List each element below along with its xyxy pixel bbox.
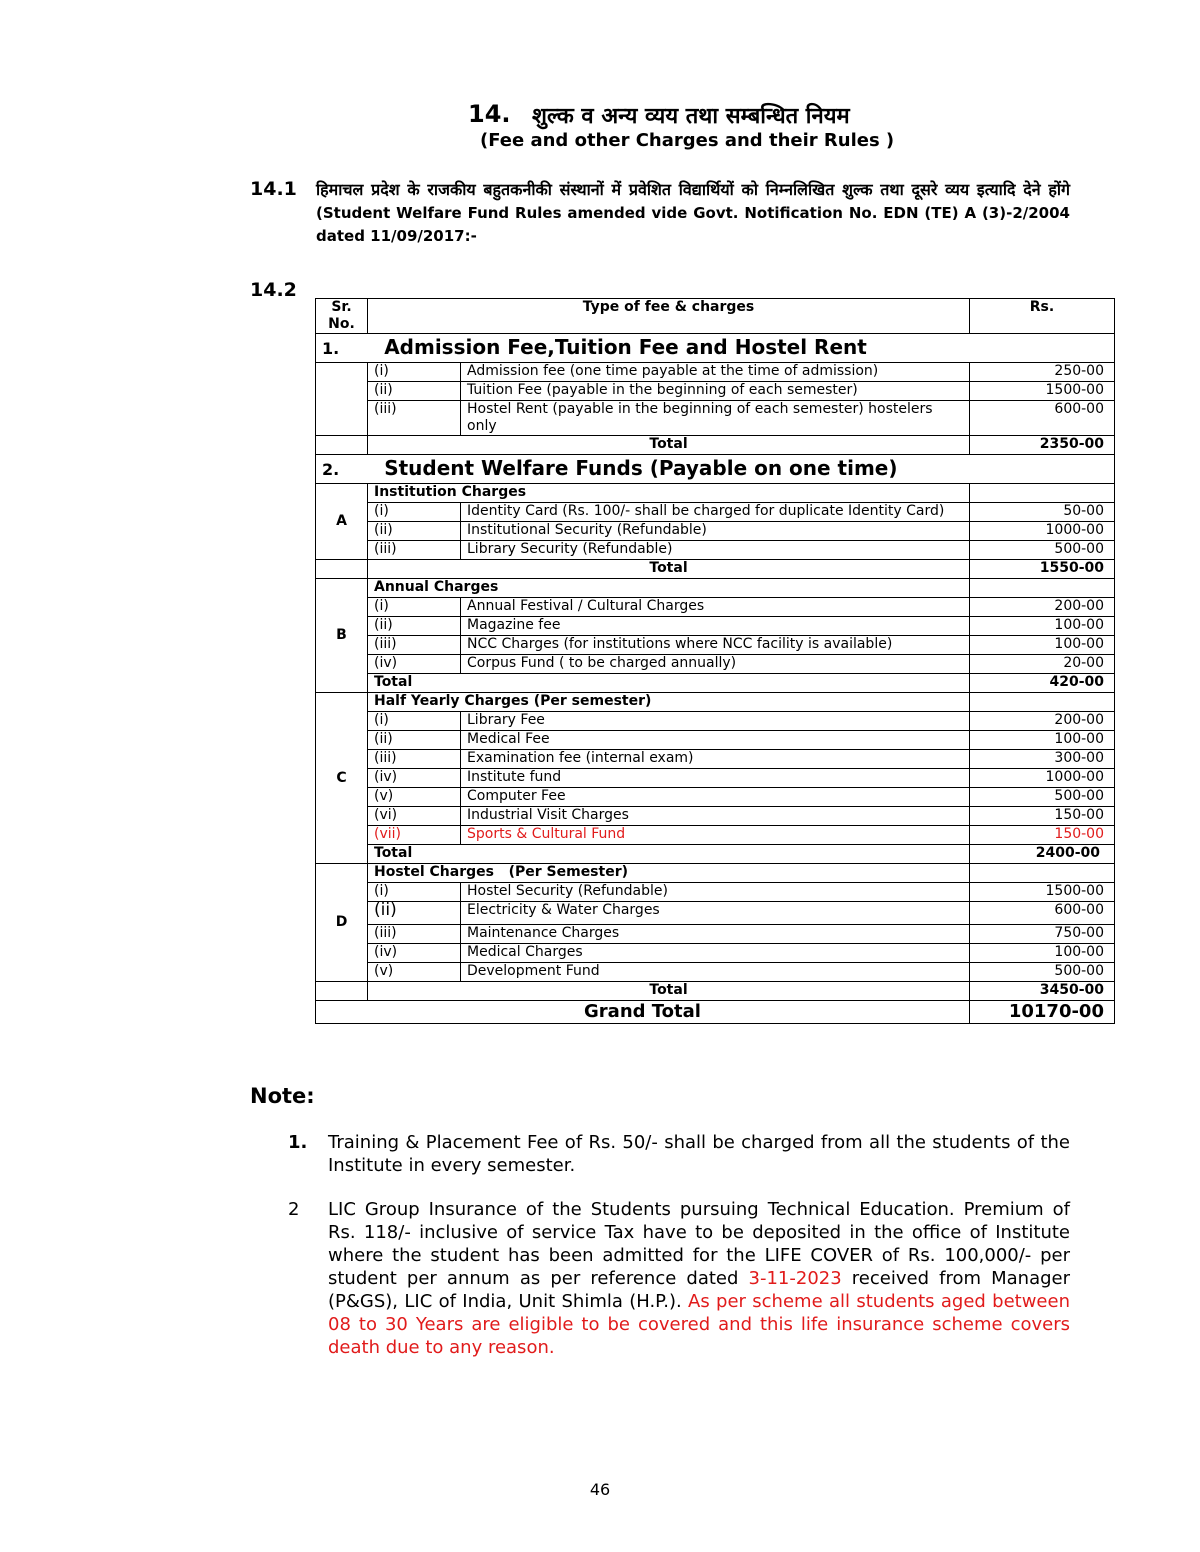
table-row [316,363,1115,382]
row-description: Identity Card (Rs. 100/- shall be charged for duplicate Identity Card) [461,503,970,522]
row-description: NCC Charges (for institutions where NCC facility is available) [461,636,970,655]
table-row [316,522,1115,541]
note-1-number: 1. [288,1132,308,1153]
group-b-heading: Annual Charges [368,579,970,598]
row-description: Medical Charges [461,944,970,963]
row-index: (iv) [368,769,461,788]
row-description: Admission fee (one time payable at the time of admission) [461,363,970,382]
row-amount: 750-00 [970,925,1115,944]
row-amount: 600-00 [970,902,1115,925]
table-row [316,731,1115,750]
table-row [316,401,1115,436]
header-rs: Rs. [970,299,1115,334]
header-sr-no: Sr. No. [316,299,368,334]
section-1-total-row [316,436,1115,455]
table-row [316,807,1115,826]
row-index: (iv) [368,944,461,963]
row-amount: 250-00 [970,363,1115,382]
table-row [316,750,1115,769]
total-amount: 2350-00 [970,436,1115,455]
row-amount: 1500-00 [970,382,1115,401]
note-2-date: 3-11-2023 [748,1268,842,1289]
section-2-number: 2. [322,460,340,479]
group-a-label: A [316,484,368,560]
total-label: Total [368,560,970,579]
fee-table [315,298,1115,1024]
group-c-total-row [316,845,1115,864]
table-row [316,617,1115,636]
row-description: Maintenance Charges [461,925,970,944]
group-c-label: C [316,693,368,864]
row-description: Examination fee (internal exam) [461,750,970,769]
table-row [316,902,1115,925]
row-description: Industrial Visit Charges [461,807,970,826]
total-label: Total [368,982,970,1001]
grand-total-amount: 10170-00 [970,1001,1115,1024]
row-amount: 100-00 [970,944,1115,963]
note-2-text-a: LIC Group Insurance of the Students pursuing Technical Education. Premium of Rs. 118/- inclusive of service Tax have to be deposited in the office of Institute where the student has been admitted for the LIFE COVER of Rs. 100,000/- per student per annum as per reference dated [328,1199,1070,1289]
row-index: (i) [368,883,461,902]
row-amount: 200-00 [970,712,1115,731]
row-index: (ii) [368,731,461,750]
row-index: (iii) [368,925,461,944]
grand-total-label: Grand Total [316,1001,970,1024]
group-d-heading-row [316,864,1115,883]
row-amount: 500-00 [970,788,1115,807]
table-row [316,944,1115,963]
grand-total-row [316,1001,1115,1024]
row-description: Medical Fee [461,731,970,750]
group-c-heading-row [316,693,1115,712]
row-description: Development Fund [461,963,970,982]
heading-number: 14. [468,100,511,128]
row-index: (i) [368,363,461,382]
section-14-1-hindi: हिमाचल प्रदेश के राजकीय बहुतकनीकी संस्थानों में प्रवेशित विद्यार्थियों को निम्नलिखित शुल्क तथा दूसरे व्यय इत्यादि देने होंगे [316,180,1070,199]
total-label: Total [368,436,970,455]
row-amount: 1500-00 [970,883,1115,902]
row-description: Library Security (Refundable) [461,541,970,560]
row-index: (ii) [368,902,461,925]
row-index: (i) [368,712,461,731]
group-d-heading: Hostel Charges (Per Semester) [368,864,970,883]
row-amount: 1000-00 [970,769,1115,788]
group-b-label: B [316,579,368,693]
group-a-total-row [316,560,1115,579]
total-amount: 1550-00 [970,560,1115,579]
table-row [316,636,1115,655]
row-amount: 500-00 [970,541,1115,560]
row-index: (ii) [368,522,461,541]
note-2-text [328,1198,1070,1359]
row-index: (ii) [368,382,461,401]
group-a-heading: Institution Charges [368,484,970,503]
row-amount: 100-00 [970,617,1115,636]
table-row [316,541,1115,560]
table-row [316,382,1115,401]
group-d-total-row [316,982,1115,1001]
table-row [316,788,1115,807]
row-description: Computer Fee [461,788,970,807]
section-1-number: 1. [322,339,340,358]
row-index: (v) [368,963,461,982]
header-type: Type of fee & charges [368,299,970,334]
group-d-label: D [316,864,368,982]
note-2-number: 2 [288,1199,300,1220]
note-2-text-red: As per scheme all students aged between 08 to 30 Years are eligible to be covered and this life insurance scheme covers death due to any reason. [328,1291,1070,1358]
total-amount: 2400-00 [970,845,1115,864]
table-row [316,655,1115,674]
row-description: Library Fee [461,712,970,731]
section-1-title-row [316,334,1115,363]
note-2 [288,1198,1070,1359]
page-number: 46 [589,1480,611,1499]
row-index: (iv) [368,655,461,674]
row-amount: 100-00 [970,731,1115,750]
table-row [316,712,1115,731]
row-description: Annual Festival / Cultural Charges [461,598,970,617]
notes-heading: Note: [250,1084,315,1108]
row-description: Electricity & Water Charges [461,902,970,925]
note-2-text-b: received from Manager (P&GS), LIC of India, Unit Shimla (H.P.). [328,1268,1071,1312]
table-header-row [316,299,1115,334]
section-2-title-row [316,455,1115,484]
row-description: Institutional Security (Refundable) [461,522,970,541]
table-row [316,769,1115,788]
table-row [316,883,1115,902]
section-14-1-english: (Student Welfare Fund Rules amended vide Govt. Notification No. EDN (TE) A (3)-2/2004 dated 11/09/2017:- [316,204,1070,245]
row-amount: 200-00 [970,598,1115,617]
note-1-text: Training & Placement Fee of Rs. 50/- shall be charged from all the students of the Institute in every semester. [328,1132,1070,1176]
group-c-heading: Half Yearly Charges (Per semester) [368,693,970,712]
row-index: (vi) [368,807,461,826]
row-amount: 150-00 [970,807,1115,826]
row-description: Hostel Security (Refundable) [461,883,970,902]
table-row-highlighted [316,826,1115,845]
row-index: (v) [368,788,461,807]
row-amount: 600-00 [970,401,1115,436]
row-index: (iii) [368,401,461,436]
total-label: Total [368,674,970,693]
row-index: (iii) [368,750,461,769]
row-index: (vii) [368,826,461,845]
row-index: (iii) [368,636,461,655]
row-description: Institute fund [461,769,970,788]
row-amount: 100-00 [970,636,1115,655]
table-row [316,925,1115,944]
table-row [316,503,1115,522]
row-description: Corpus Fund ( to be charged annually) [461,655,970,674]
heading-hindi: शुल्क व अन्य व्यय तथा सम्बन्धित नियम [532,104,850,129]
row-index: (i) [368,598,461,617]
row-description: Tuition Fee (payable in the beginning of each semester) [461,382,970,401]
heading-english: (Fee and other Charges and their Rules ) [480,130,895,151]
row-index: (iii) [368,541,461,560]
group-b-heading-row [316,579,1115,598]
row-amount: 20-00 [970,655,1115,674]
row-description: Sports & Cultural Fund [461,826,970,845]
group-b-total-row [316,674,1115,693]
row-index: (ii) [368,617,461,636]
total-amount: 420-00 [970,674,1115,693]
row-amount: 50-00 [970,503,1115,522]
row-description: Magazine fee [461,617,970,636]
total-amount: 3450-00 [970,982,1115,1001]
row-amount: 500-00 [970,963,1115,982]
note-1 [288,1131,1070,1177]
group-a-heading-row [316,484,1115,503]
table-row [316,598,1115,617]
section-14-1-text [316,178,1070,248]
section-14-1-number: 14.1 [250,178,297,200]
table-row [316,963,1115,982]
section-1-title: Admission Fee,Tuition Fee and Hostel Rent [384,335,867,359]
section-14-2-number: 14.2 [250,279,297,301]
section-2-title: Student Welfare Funds (Payable on one time) [384,456,898,480]
row-description: Hostel Rent (payable in the beginning of each semester) hostelers only [461,401,970,436]
row-index: (i) [368,503,461,522]
row-amount: 1000-00 [970,522,1115,541]
row-amount: 150-00 [970,826,1115,845]
row-amount: 300-00 [970,750,1115,769]
total-label: Total [368,845,970,864]
